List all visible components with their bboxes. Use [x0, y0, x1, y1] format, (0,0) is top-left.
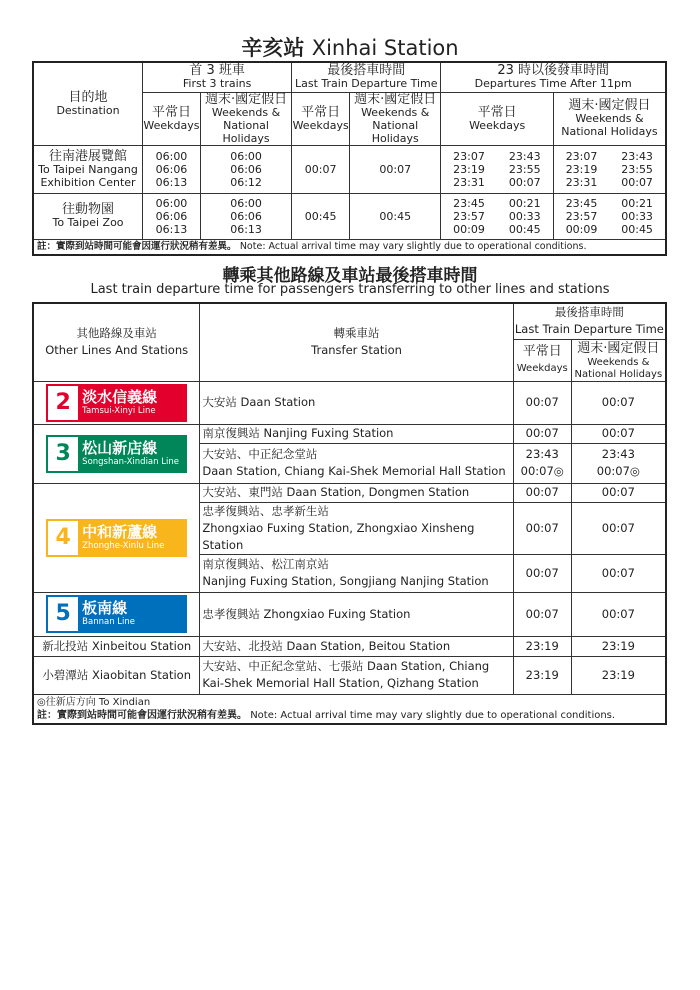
other-station-cell: 新北投站 Xinbeitou Station [33, 636, 200, 656]
table-row [33, 636, 666, 656]
operational-note: 註：實際到站時間可能會因運行狀況稍有差異。 Note: Actual arrival time may vary slightly due to operational conditions. [33, 239, 666, 255]
direction-footnote: ◎往新店方向 To Xindian [37, 696, 151, 708]
time-cell: 00:07 [571, 424, 666, 443]
operational-note: 註：實際到站時間可能會因運行狀況稍有差異。 Note: Actual arrival time may vary slightly due to operational conditions. [37, 709, 616, 721]
weekends-header: 週末‧國定假日 Weekends & National Holidays [571, 339, 666, 381]
station-title [0, 32, 700, 62]
transfer-station-cell: 大安站、中正紀念堂站、七張站 Daan Station, Chiang Kai-Shek Memorial Hall Station, Qizhang Station [200, 656, 513, 694]
weekdays-header: 平常日 Weekdays [292, 92, 350, 145]
transfer-station-cell: 忠孝復興站 Zhongxiao Fuxing Station [200, 592, 513, 636]
line-badge-tamsui-xinyi: 2 淡水信義線 Tamsui-Xinyi Line [33, 381, 200, 424]
last-train-header: 最後搭車時間 Last Train Departure Time [513, 303, 666, 339]
time-cell: 00:07 [513, 554, 571, 592]
time-cell: 00:07 [513, 424, 571, 443]
transfer-heading-en: Last train departure time for passengers transferring to other lines and stations [90, 282, 610, 297]
time-cell: 00:07 [513, 502, 571, 554]
table-row [33, 424, 666, 443]
line-badge-songshan-xindian: 3 松山新店線 Songshan-Xindian Line [33, 424, 200, 483]
time-cell: 23:43 00:07◎ [513, 443, 571, 483]
weekdays-header: 平常日 Weekdays [513, 339, 571, 381]
time-cell: 00:45 [350, 193, 441, 239]
transfer-heading: 轉乘其他路線及車站最後搭車時間 [222, 266, 478, 286]
last-train-header: 最後搭車時間 Last Train Departure Time [292, 62, 441, 92]
time-cell: 23:43 23:55 00:07 [497, 145, 554, 193]
transfer-station-cell: 大安站 Daan Station [200, 381, 513, 424]
timetable [32, 61, 667, 256]
time-cell: 00:07 [513, 483, 571, 502]
time-cell: 00:07 [571, 483, 666, 502]
first-trains-header: 首 3 班車 First 3 trains [143, 62, 292, 92]
time-cell: 23:07 23:19 23:31 [441, 145, 497, 193]
time-cell: 23:19 [513, 636, 571, 656]
time-cell: 00:07 [513, 592, 571, 636]
weekends-header: 週末‧國定假日 Weekends & National Holidays [553, 92, 666, 145]
transfer-table [32, 302, 667, 725]
footnote [33, 694, 666, 724]
time-cell: 23:43 23:55 00:07 [609, 145, 666, 193]
time-cell: 00:07 [571, 502, 666, 554]
transfer-station-cell: 大安站、中正紀念堂站 Daan Station, Chiang Kai-Shek Memorial Hall Station [200, 443, 513, 483]
line-badge-bannan: 5 板南線 Bannan Line [33, 592, 200, 636]
time-cell: 06:00 06:06 06:13 [143, 145, 201, 193]
table-row [33, 145, 666, 193]
destination-cell: 往南港展覽館 To Taipei Nangang Exhibition Center [33, 145, 143, 193]
time-cell: 23:45 23:57 00:09 [553, 193, 609, 239]
time-cell: 00:07 [350, 145, 441, 193]
after-11pm-header: 23 時以後發車時間 Departures Time After 11pm [441, 62, 666, 92]
time-cell: 23:45 23:57 00:09 [441, 193, 497, 239]
time-cell: 23:19 [513, 656, 571, 694]
transfer-station-cell: 大安站、東門站 Daan Station, Dongmen Station [200, 483, 513, 502]
destination-header: 目的地 Destination [33, 62, 143, 145]
table-row [33, 592, 666, 636]
time-cell: 00:21 00:33 00:45 [609, 193, 666, 239]
station-title-en: Xinhai Station [311, 36, 459, 60]
time-cell: 23:43 00:07◎ [571, 443, 666, 483]
time-cell: 00:07 [292, 145, 350, 193]
line-badge-zhonghe-xinlu: 4 中和新蘆線 Zhonghe-Xinlu Line [33, 483, 200, 592]
table-row [33, 193, 666, 239]
station-title-zh: 辛亥站 [241, 36, 305, 60]
table-row [33, 483, 666, 502]
time-cell: 00:07 [571, 592, 666, 636]
other-station-cell: 小碧潭站 Xiaobitan Station [33, 656, 200, 694]
transfer-station-cell: 忠孝復興站、忠孝新生站 Zhongxiao Fuxing Station, Zhongxiao Xinsheng Station [200, 502, 513, 554]
transfer-station-header: 轉乘車站 Transfer Station [200, 303, 513, 381]
table-row [33, 381, 666, 424]
time-cell: 23:07 23:19 23:31 [553, 145, 609, 193]
weekdays-header: 平常日 Weekdays [441, 92, 554, 145]
time-cell: 23:19 [571, 656, 666, 694]
time-cell: 00:07 [513, 381, 571, 424]
time-cell: 06:00 06:06 06:12 [200, 145, 291, 193]
transfer-station-cell: 大安站、北投站 Daan Station, Beitou Station [200, 636, 513, 656]
time-cell: 00:21 00:33 00:45 [497, 193, 554, 239]
time-cell: 00:07 [571, 381, 666, 424]
transfer-station-cell: 南京復興站、松江南京站 Nanjing Fuxing Station, Songjiang Nanjing Station [200, 554, 513, 592]
weekdays-header: 平常日 Weekdays [143, 92, 201, 145]
table-row [33, 656, 666, 694]
time-cell: 23:19 [571, 636, 666, 656]
weekends-header: 週末‧國定假日 Weekends & National Holidays [200, 92, 291, 145]
other-lines-header: 其他路線及車站 Other Lines And Stations [33, 303, 200, 381]
weekends-header: 週末‧國定假日 Weekends & National Holidays [350, 92, 441, 145]
transfer-station-cell: 南京復興站 Nanjing Fuxing Station [200, 424, 513, 443]
time-cell: 00:45 [292, 193, 350, 239]
time-cell: 00:07 [571, 554, 666, 592]
time-cell: 06:00 06:06 06:13 [143, 193, 201, 239]
destination-cell: 往動物園 To Taipei Zoo [33, 193, 143, 239]
time-cell: 06:00 06:06 06:13 [200, 193, 291, 239]
